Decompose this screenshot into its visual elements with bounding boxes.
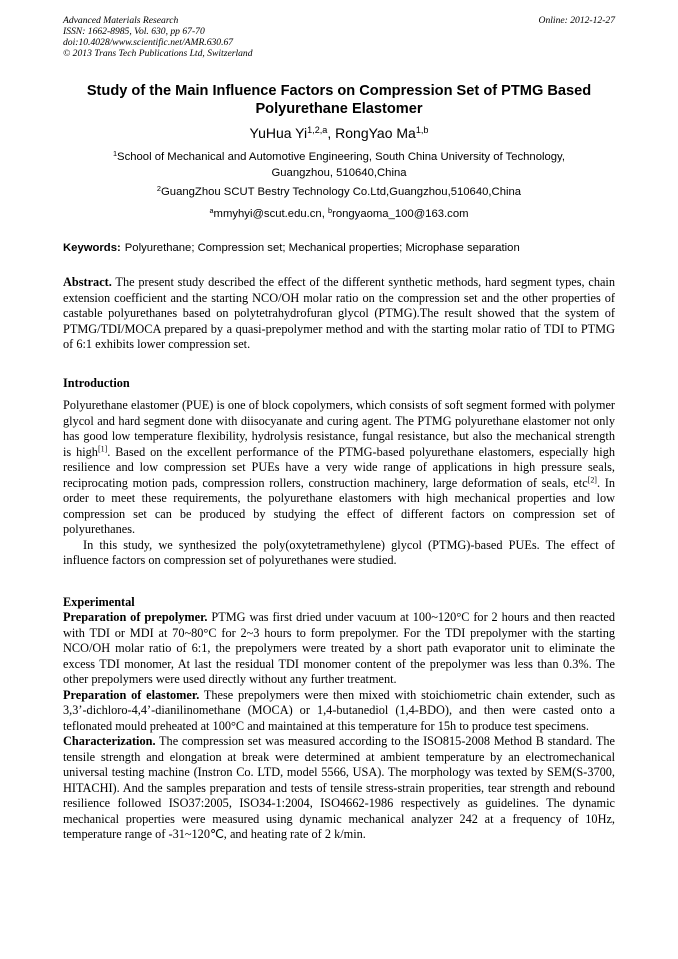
author-emails [63, 206, 615, 222]
keywords-text: Polyurethane; Compression set; Mechanical properties; Microphase separation [124, 242, 520, 254]
author-2-sup: 1,b [415, 125, 429, 135]
elastomer-text: These prepolymers were then mixed with stoichiometric chain extender, such as 3,3’-dichloro-4,4’-dianilinomethane (MOCA) or 1,4-butanediol (1,4-BDO), and then were casted onto a teflonated mould preheated at 100°C and maintained at this temperature for 15h to produce test specimens. [63, 687, 615, 733]
email-b[interactable]: rongyaoma_100@163.com [332, 208, 469, 220]
intro-text-2: . Based on the excellent performance of the PTMG-based polyurethane elastomers, especially high resilience and low compression set PUEs have a very wide range of applications in high pressure seals, reciprocating motion pads, compression rollers, construction machinery, large deformation of seals, etc [63, 444, 615, 490]
email-a-sup: a [209, 205, 214, 215]
author-2-name: RongYao Ma [335, 125, 416, 141]
affiliation-2-sup: 2 [156, 183, 161, 193]
intro-text-3: . In order to meet these requirements, the polyurethane elastomers with high mechanical properties and low compression set can be produced by studying the effect of different factors on compression set of polyurethanes. [63, 475, 615, 536]
abstract [63, 275, 615, 353]
prepolymer-paragraph [63, 610, 615, 688]
affiliation-1-line-2: Guangzhou, 510640,China [271, 167, 407, 179]
abstract-label: Abstract. [63, 275, 112, 289]
author-1-sup: 1,2,a [307, 125, 328, 135]
title-line-2: Polyurethane Elastomer [255, 101, 423, 117]
experimental-heading: Experimental [63, 595, 135, 609]
journal-issn: ISSN: 1662-8985, Vol. 630, pp 67-70 [63, 26, 205, 37]
introduction-paragraph-2: In this study, we synthesized the poly(oxytetramethylene) glycol (PTMG)-based PUEs. The effect of influence factors on compression set of polyurethanes were studied. [63, 537, 615, 567]
author-separator: , [327, 125, 336, 141]
introduction-section [63, 398, 615, 569]
intro-text-1: Polyurethane elastomer (PUE) is one of block copolymers, which consists of soft segment formed with polymer glycol and hard segment done with diisocyanate and curing agent. The PTMG polyurethane elastomer not only has good low temperature flexibility, hydrolysis resistance, fungal resistance, but also the mechanical strength is high [63, 398, 615, 459]
introduction-heading: Introduction [63, 376, 130, 390]
affiliation-2 [63, 184, 615, 200]
elastomer-label: Preparation of elastomer. [63, 687, 200, 702]
prepolymer-text: PTMG was first dried under vacuum at 100~120°C for 2 hours and then reacted with TDI or MDI at 70~80°C for 2~3 hours to form prepolymer. For the TDI prepolymer with the starting NCO/OH molar ratio of 6:1, the prepolymers were treated by a short path evaporator unit to eliminate the excess TDI monomer, At last the residual TDI monomer content of the prepolymer was less than 0.3%. The other prepolymers were used directly without any further treatment. [63, 610, 615, 686]
keywords [63, 240, 615, 256]
affiliation-2-text: GuangZhou SCUT Bestry Technology Co.Ltd,Guangzhou,510640,China [161, 186, 522, 198]
introduction-paragraph-1 [63, 398, 615, 538]
keywords-label: Keywords: [63, 242, 121, 254]
journal-header [63, 15, 615, 59]
paper-title [63, 82, 615, 118]
affiliation-1-sup: 1 [112, 148, 118, 158]
citation-2[interactable]: [2] [587, 475, 597, 485]
characterization-paragraph [63, 734, 615, 843]
journal-doi: doi:10.4028/www.scientific.net/AMR.630.67 [63, 37, 234, 48]
affiliation-1 [63, 149, 615, 181]
affiliation-1-line-1: School of Mechanical and Automotive Engineering, South China University of Technology, [117, 151, 566, 163]
characterization-text: The compression set was measured according to the ISO815-2008 Method B standard. The tensile strength and elongation at break were determined at ambient temperature by an electromechanical universal testing machine (Instron Co. LTD, model 5566, USA). The morphology was texted by SEM(S-3700, HITACHI). And the samples preparation and tests of tensile stress-strain properities, tear strength and rebound resilience followed ISO37:2005, ISO34-1:2004, ISO4662-1986 respectively as guidelines. The dynamic mechanical properties were measured using dynamic mechanical analyzer 242 at a frequency of 10Hz, temperature range of -31~120℃, and heating rate of 2 k/min. [63, 734, 615, 841]
title-line-1: Study of the Main Influence Factors on Compression Set of PTMG Based [86, 83, 592, 99]
email-a[interactable]: mmyhyi@scut.edu.cn, [213, 208, 328, 220]
journal-name: Advanced Materials Research [63, 15, 179, 26]
author-list [63, 124, 615, 142]
author-1-name: YuHua Yi [249, 125, 308, 141]
email-b-sup: b [327, 205, 333, 215]
prepolymer-label: Preparation of prepolymer. [63, 610, 208, 624]
citation-1[interactable]: [1] [97, 444, 108, 454]
characterization-label: Characterization. [63, 734, 156, 748]
abstract-text: The present study described the effect of the different synthetic methods, hard segment types, chain extension coefficient and the starting NCO/OH molar ratio on the compression set and the other properties of castable polyurethanes based on polytetrahydrofuran glycol (PTMG).The result showed that the system of PTMG/TDI/MOCA prepared by a quasi-prepolymer method and with the starting molar ratio of TDI to PTMG of 6:1 exhibits lower compression set. [63, 275, 615, 351]
online-date: Online: 2012-12-27 [538, 15, 615, 26]
journal-info [63, 15, 615, 59]
journal-copyright: © 2013 Trans Tech Publications Ltd, Switzerland [63, 48, 253, 59]
experimental-section [63, 610, 615, 843]
elastomer-paragraph [63, 688, 615, 735]
